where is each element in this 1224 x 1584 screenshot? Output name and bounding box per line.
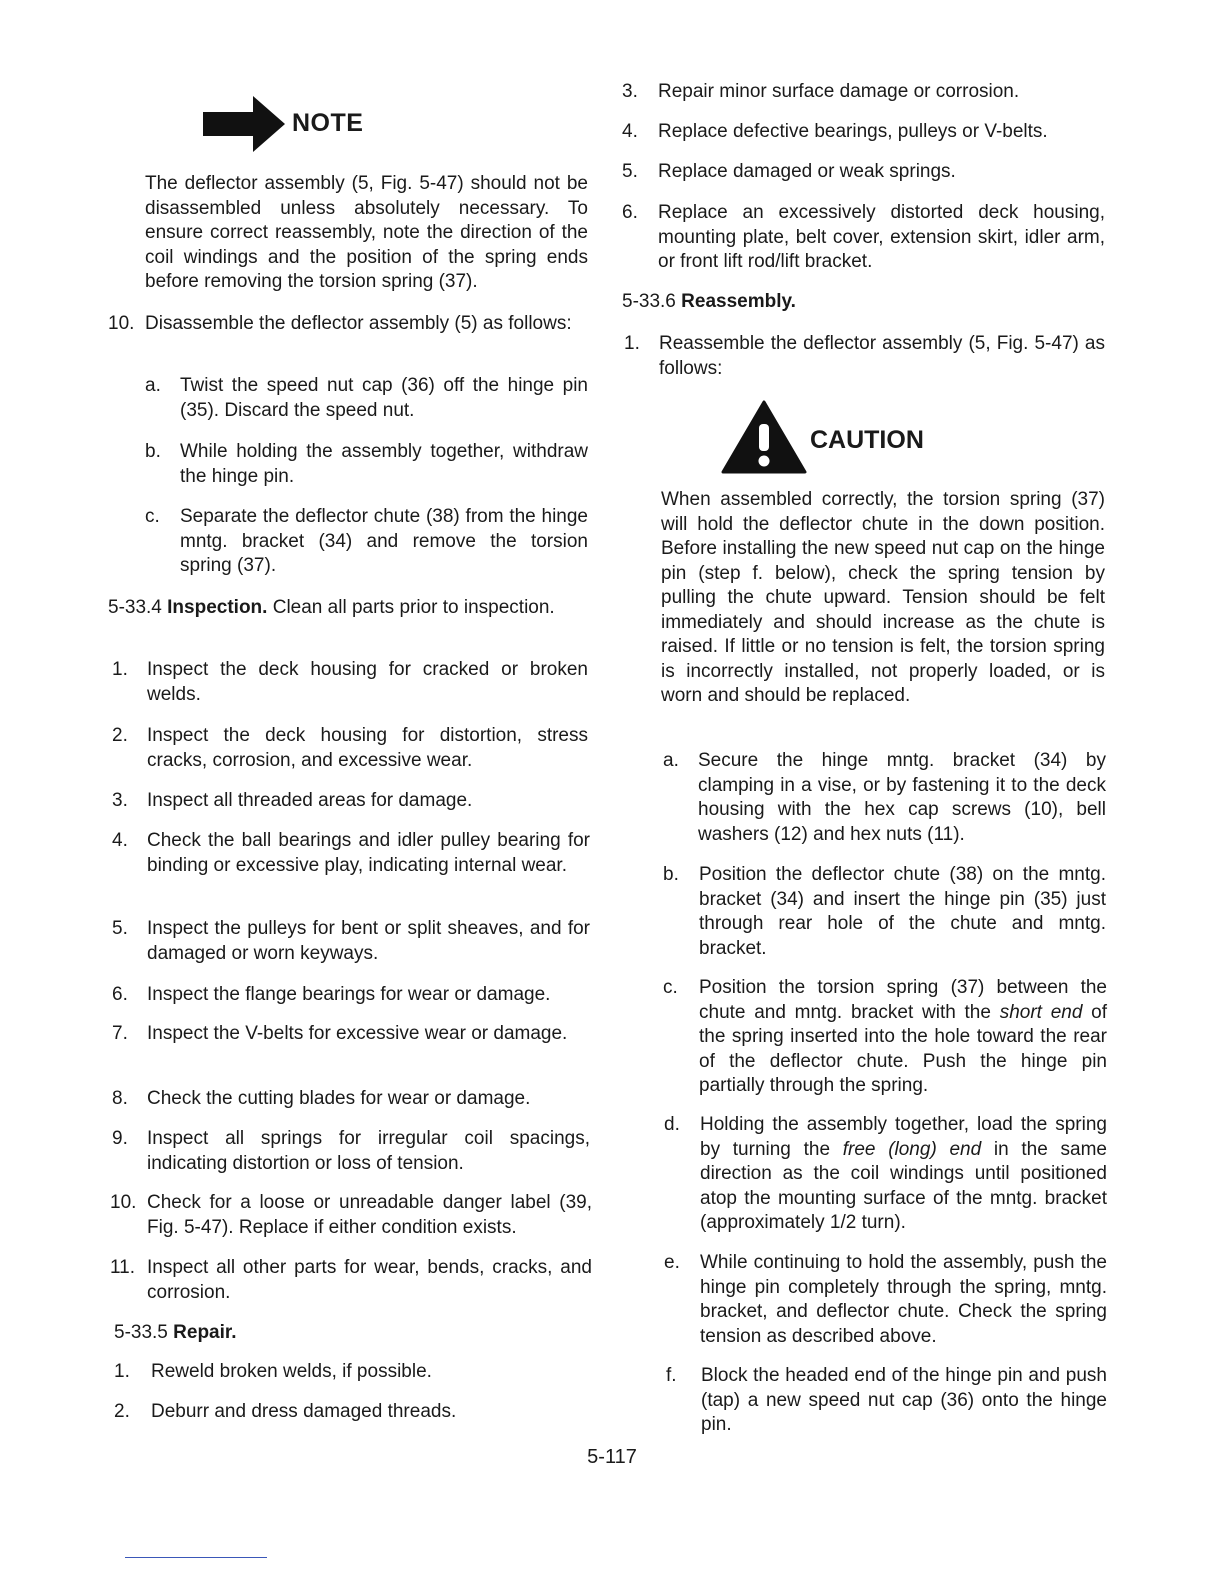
list-item: Block the headed end of the hinge pin and push (tap) a new speed nut cap (36) onto the hinge pin. [701,1365,1107,1435]
list-item: Check the cutting blades for wear or damage. [147,1088,531,1109]
substep-text-start: Holding the assembly together, load the spring by turning the [700,1114,1107,1160]
step-number: 5. [112,918,128,939]
section-number: 5-33.6 [622,291,676,312]
list-item: While holding the assembly together, withdraw the hinge pin. [180,441,588,487]
step-number: 10. [110,1192,137,1213]
list-item: Inspect the deck housing for cracked or broken welds. [147,659,588,705]
step-number: 5. [622,161,638,182]
list-item: Twist the speed nut cap (36) off the hinge pin (35). Discard the speed nut. [180,375,588,421]
section-title: Inspection. [167,597,268,618]
substep-letter: c. [663,977,678,998]
step-number: 6. [112,984,128,1005]
list-item: Deburr and dress damaged threads. [151,1401,457,1422]
step-number: 11. [110,1257,136,1278]
list-item: Position the deflector chute (38) on the mntg. bracket (34) and insert the hinge pin (35) just through rear hole of the chute and mntg. bracket. [699,864,1106,959]
section-title: Repair. [173,1322,237,1343]
list-item [699,976,1107,1099]
step-number: 8. [112,1088,128,1109]
list-item: Separate the deflector chute (38) from the hinge mntg. bracket (34) and remove the torsion spring (37). [180,506,588,576]
step-number: 9. [112,1128,128,1149]
section-number: 5-33.4 [108,597,162,618]
caution-text: When assembled correctly, the torsion spring (37) will hold the deflector chute in the down position. Before installing the new speed nut cap on the hinge pin (step f. below), check the spring tension by pulling the chute upward. Tension should be felt immediately and should increase as the chute is raised. If little or no tension is felt, the torsion spring is incorrectly installed, not properly loaded, or is worn and should be replaced. [661,489,1105,706]
step-number: 2. [112,725,128,746]
list-item: Replace damaged or weak springs. [658,161,956,182]
reassembly-heading [622,290,1102,315]
substep-text-start: Position the torsion spring (37) between the chute and mntg. bracket with the [699,977,1107,1023]
emphasis-text: short end [999,1001,1083,1023]
section-title: Reassembly. [681,291,796,312]
step-number: 4. [622,121,638,142]
step-number: 3. [622,81,638,102]
list-item: Replace defective bearings, pulleys or V-belts. [658,121,1048,142]
section-intro: Clean all parts prior to inspection. [272,597,555,618]
substep-text-end: of the spring inserted into the hole toward the rear of the deflector chute. Push the hinge pin partially through the spring. [699,1001,1107,1096]
step-number: 1. [624,333,640,354]
substep-letter: f. [666,1365,677,1386]
list-item [700,1113,1107,1236]
list-item: Inspect the flange bearings for wear or damage. [147,984,551,1005]
step-number: 2. [114,1401,130,1422]
caution-heading: CAUTION [810,426,924,454]
emphasis-text: free (long) end [842,1138,982,1160]
substep-letter: e. [664,1252,680,1273]
note-text: The deflector assembly (5, Fig. 5-47) should not be disassembled unless absolutely necessary. To ensure correct reassembly, note the direction of the coil windings and the position of the spring ends before removing the torsion spring (37). [145,173,588,292]
inspection-heading [108,596,588,621]
list-item: Inspect all threaded areas for damage. [147,790,473,811]
step-number: 1. [112,659,128,680]
step-number: 10. [108,313,135,334]
substep-text-end: in the same direction as the coil windings until positioned atop the mounting surface of the mntg. bracket (approximately 1/2 turn). [700,1138,1107,1233]
repair-heading [114,1321,594,1346]
substep-letter: c. [145,506,160,527]
list-item: Inspect the deck housing for distortion, stress cracks, corrosion, and excessive wear. [147,725,588,771]
step-number: 7. [112,1023,128,1044]
step-number: 4. [112,830,128,851]
caution-warning-icon [721,400,807,474]
substep-letter: b. [663,864,679,885]
divider [125,1557,267,1558]
list-item: Disassemble the deflector assembly (5) as follows: [145,313,572,334]
list-item: Secure the hinge mntg. bracket (34) by clamping in a vise, or by fastening it to the deck housing with the hex cap screws (10), bell washers (12) and hex nuts (11). [698,750,1106,845]
list-item: Inspect the pulleys for bent or split sheaves, and for damaged or worn keyways. [147,918,590,964]
list-item: Reassemble the deflector assembly (5, Fig. 5-47) as follows: [659,333,1105,379]
step-number: 6. [622,202,638,223]
list-item: Reweld broken welds, if possible. [151,1361,432,1382]
list-item: Inspect the V-belts for excessive wear or damage. [147,1023,568,1044]
step-number: 3. [112,790,128,811]
list-item: Repair minor surface damage or corrosion. [658,81,1020,102]
substep-letter: a. [145,375,161,396]
list-item: Inspect all other parts for wear, bends, cracks, and corrosion. [147,1257,592,1303]
list-item: Inspect all springs for irregular coil spacings, indicating distortion or loss of tension. [147,1128,590,1174]
substep-letter: b. [145,441,161,462]
note-arrow-icon [203,96,285,152]
substep-letter: a. [663,750,679,771]
list-item: While continuing to hold the assembly, push the hinge pin completely through the spring, mntg. bracket, and deflector chute. Check the spring tension as described above. [700,1252,1107,1347]
substep-letter: d. [664,1114,680,1135]
section-number: 5-33.5 [114,1322,168,1343]
note-heading: NOTE [292,109,364,137]
list-item: Check for a loose or unreadable danger label (39, Fig. 5-47). Replace if either condition exists. [147,1192,592,1238]
page-number: 5-117 [587,1446,637,1468]
list-item: Check the ball bearings and idler pulley bearing for binding or excessive play, indicating internal wear. [147,830,590,876]
list-item: Replace an excessively distorted deck housing, mounting plate, belt cover, extension skirt, idler arm, or front lift rod/lift bracket. [658,202,1105,272]
step-number: 1. [114,1361,130,1382]
